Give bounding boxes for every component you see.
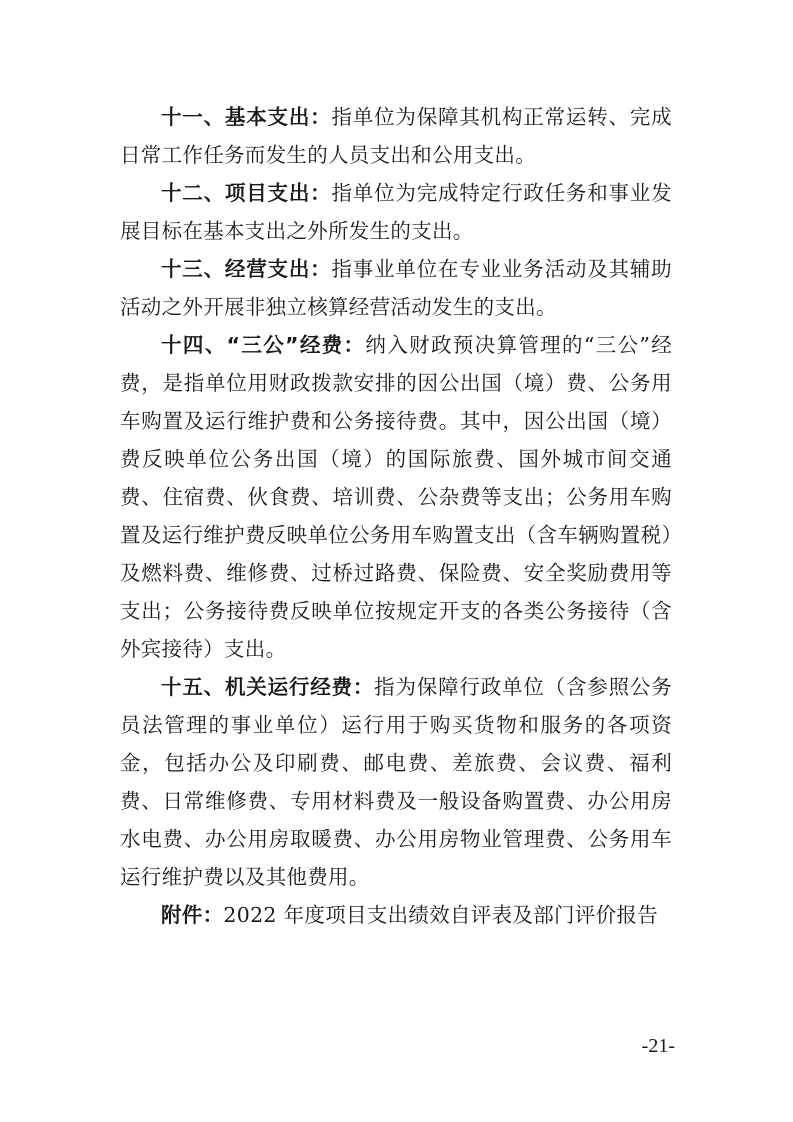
definition-term: 十五、机关运行经费： <box>161 675 375 699</box>
definition-term: 十一、基本支出： <box>161 105 332 129</box>
definition-text: 纳入财政预决算管理的“三公”经费，是指单位用财政拨款安排的因公出国（境）费、公务用车购置及运行维护费和公务接待费。其中，因公出国（境）费反映单位公务出国（境）的国际旅费、国外城市间交通费、住宿费、伙食费、培训费、公杂费等支出；公务用车购置及运行维护费反映单位公务用车购置支出（含车辆购置税）及燃料费、维修费、过桥过路费、保险费、安全奖励费用等支出；公务接待费反映单位按规定开支的各类公务接待（含外宾接待）支出。 <box>120 333 672 661</box>
definition-paragraph-operating-expenditure <box>120 250 672 326</box>
definition-text: 指单位为完成特定行政任务和事业发展目标在基本支出之外所发生的支出。 <box>120 181 672 243</box>
definition-term: 十二、项目支出： <box>161 181 332 205</box>
definition-text: 指为保障行政单位（含参照公务员法管理的事业单位）运行用于购买货物和服务的各项资金，包括办公及印刷费、邮电费、差旅费、会议费、福利费、日常维修费、专用材料费及一般设备购置费、办公用房水电费、办公用房取暖费、办公用房物业管理费、公务用车运行维护费以及其他费用。 <box>120 675 673 889</box>
attachment-label: 附件： <box>161 903 224 927</box>
definition-text: 指单位为保障其机构正常运转、完成日常工作任务而发生的人员支出和公用支出。 <box>120 105 672 167</box>
definition-paragraph-three-public-expenses <box>120 326 672 668</box>
page-number: -21- <box>641 1035 675 1057</box>
document-body <box>120 98 672 934</box>
definition-paragraph-basic-expenditure <box>120 98 672 174</box>
definition-paragraph-project-expenditure <box>120 174 672 250</box>
attachment-line <box>120 896 672 934</box>
definition-term: 十三、经营支出： <box>161 257 332 281</box>
definition-text: 指事业单位在专业业务活动及其辅助活动之外开展非独立核算经营活动发生的支出。 <box>120 257 672 319</box>
attachment-text: 2022 年度项目支出绩效自评表及部门评价报告 <box>223 903 658 927</box>
definition-term: 十四、“三公”经费： <box>161 333 366 357</box>
definition-paragraph-agency-operating-funds <box>120 668 672 896</box>
